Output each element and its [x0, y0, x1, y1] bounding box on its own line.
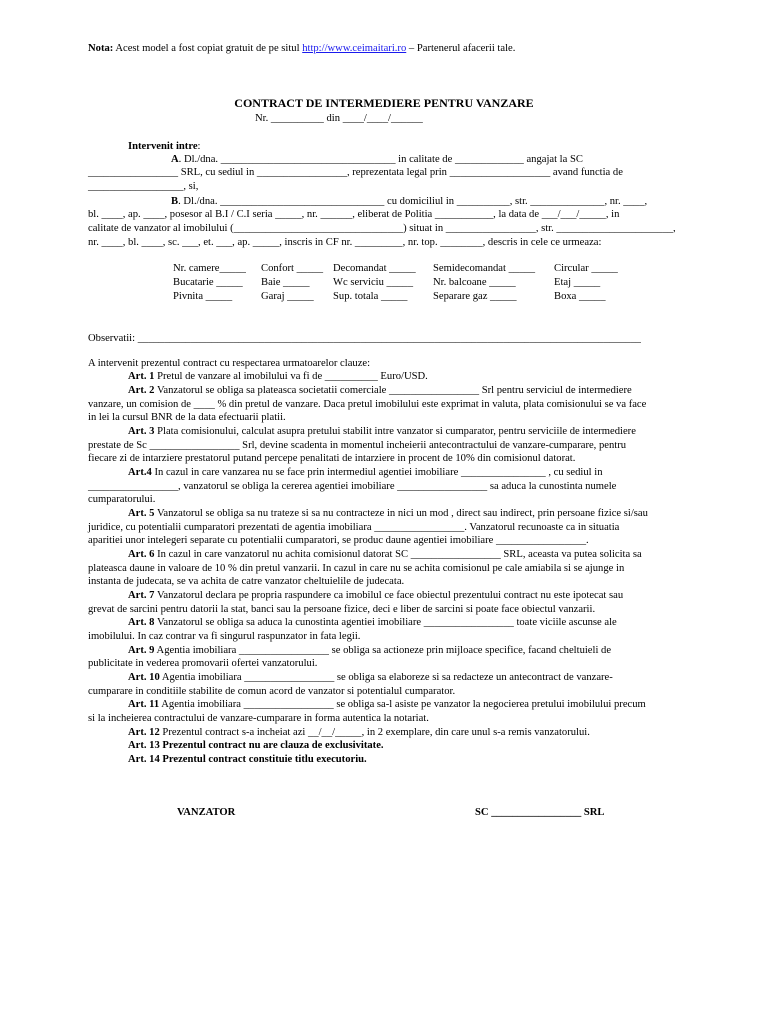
article-11-line-1: Art. 11 Agentia imobiliara _________________ se obliga sa-l asiste pe vanzator la negocierea pretului imobilului precum [128, 699, 646, 710]
parties-intro [128, 140, 201, 153]
article-11-line-2: si la incheierea contractului de vanzare-cumparare in forma autentica la notariat. [88, 713, 429, 724]
site-link[interactable]: http://www.ceimaitari.ro [302, 43, 407, 54]
article-2-line-2: vanzare, un comision de ____ % din pretul de vanzare. Daca pretul imobilului este exprimat in valuta, plata comisionului se va face [88, 399, 647, 410]
party-b-text-1: . Dl./dna. _______________________________ cu domiciliul in __________, str. ______________, nr. ____, [178, 196, 648, 207]
table-cell: Sup. totala _____ [333, 291, 408, 302]
note-line [88, 42, 515, 55]
article-2-line-3: in lei la cursul BNR de la data efectuarii platii. [88, 412, 286, 423]
clauses-intro: A intervenit prezentul contract cu respectarea urmatoarelor clauze: [88, 358, 371, 369]
article-4-line-1: Art.4 In cazul in care vanzarea nu se face prin intermediul agentiei imobiliare ________________ , cu sediul in [128, 467, 603, 478]
party-a-line-1 [171, 153, 583, 166]
article-5-line-1: Art. 5 Vanzatorul se obliga sa nu trateze si sa nu contracteze in nici un mod , direct sau indirect, prin persoane fizice si/sau [128, 508, 648, 519]
note-text-after: – Partenerul afacerii tale. [406, 43, 516, 54]
party-b-label: B [171, 196, 179, 207]
table-cell: Decomandat _____ [333, 263, 416, 274]
table-cell: Confort _____ [261, 263, 324, 274]
signature-seller: VANZATOR [177, 807, 236, 818]
article-5-line-3: aparitiei unor intelegeri separate cu potentialii cumparatori, se produc daune agentiei imobiliare _________________. [88, 535, 589, 546]
party-a-label: A [171, 154, 179, 165]
article-2-line-1: Art. 2 Vanzatorul se obliga sa plateasca societatii comerciale _________________ Srl pentru serviciul de intermediere [128, 385, 632, 396]
article-6-line-2: plateasca daune in valoare de 10 % din pretul vanzarii. In cazul in care nu se achita comisionul pe cale amiabila si se ajunge in [88, 563, 625, 574]
article-6-line-1: Art. 6 In cazul in care vanzatorul nu achita comisionul datorat SC _________________ SRL, aceasta va putea solicita sa [128, 549, 642, 560]
parties-intro-label: Intervenit intre [128, 141, 198, 152]
table-cell: Nr. camere_____ [173, 263, 246, 274]
article-3-line-3: fiecare zi de intarziere prestatorul putand percepe penalitati de intarziere in procent de 10% din comisionul datorat. [88, 453, 576, 464]
article-7-line-1: Art. 7 Vanzatorul declara pe propria raspundere ca imobilul ce face obiectul prezentului contract nu este ipotecat sau [128, 590, 624, 601]
article-7-line-2: grevat de sarcini pentru datorii la stat, banci sau la persoane fizice, deci e liber de sarcini si poate face obiectul vanzarii. [88, 604, 596, 615]
note-label: Nota: [88, 43, 114, 54]
party-a-text-1: . Dl./dna. _________________________________ in calitate de _____________ angajat la SC [178, 154, 583, 165]
party-a-line-3: __________________, si, [88, 181, 199, 192]
article-10-line-1: Art. 10 Agentia imobiliara _________________ se obliga sa elaboreze si sa redacteze un antecontract de vanzare- [128, 672, 613, 683]
article-3-line-2: prestate de Sc _________________ Srl, devine scadenta in momentul incheierii antecontractului de vanzare-cumparare, pentru [88, 440, 627, 451]
table-cell: Pivnita _____ [173, 291, 233, 302]
table-cell: Wc serviciu _____ [333, 277, 414, 288]
party-b-line-3: calitate de vanzator al imobilului (________________________________) situat in _________________, str. ______________________, [88, 223, 676, 234]
article-1-line-1: Art. 1 Pretul de vanzare al imobilului va fi de __________ Euro/USD. [128, 371, 428, 382]
article-13-line-1: Art. 13 Prezentul contract nu are clauza de exclusivitate. [128, 740, 384, 751]
table-cell: Semidecomandat _____ [433, 263, 536, 274]
table-cell: Bucatarie _____ [173, 277, 243, 288]
article-9-line-2: publicitate in vederea promovarii ofertei vanzatorului. [88, 658, 318, 669]
table-cell: Nr. balcoane _____ [433, 277, 516, 288]
table-cell: Baie _____ [261, 277, 310, 288]
observations-line: Observatii: _______________________________________________________________________________________________ [88, 333, 641, 344]
article-6-line-3: instanta de judecata, se va achita de catre vanzator cheltuielile de judecata. [88, 576, 405, 587]
party-b-line-2: bl. ____, ap. ____, posesor al B.I / C.I seria _____, nr. ______, eliberat de Politia ___________, la data de ___/___/_____, in [88, 209, 620, 220]
article-4-line-2: _________________, vanzatorul se obliga la cererea agentiei imobiliare _________________ sa aduca la cunostinta numele [88, 481, 617, 492]
parties-intro-colon: : [197, 141, 201, 152]
party-b-line-4: nr. ____, bl. ____, sc. ___, et. ___, ap. _____, inscris in CF nr. _________, nr. top. ________, descris in cele ce urmeaza: [88, 237, 602, 248]
note-text-before: Acest model a fost copiat gratuit de pe situl [113, 43, 303, 54]
table-cell: Separare gaz _____ [433, 291, 517, 302]
article-14-line-1: Art. 14 Prezentul contract constituie titlu executoriu. [128, 754, 367, 765]
article-12-line-1: Art. 12 Prezentul contract s-a incheiat azi __/__/_____, in 2 exemplare, din care unul s-a remis vanzatorului. [128, 727, 590, 738]
article-8-line-1: Art. 8 Vanzatorul se obliga sa aduca la cunostinta agentiei imobiliare _________________ toate viciile ascunse ale [128, 617, 617, 628]
party-a-line-2: _________________ SRL, cu sediul in _________________, reprezentata legal prin ___________________ avand functia de [88, 167, 623, 178]
article-4-line-3: cumparatorului. [88, 494, 156, 505]
table-cell: Garaj _____ [261, 291, 314, 302]
signature-company: SC _________________ SRL [475, 807, 605, 818]
table-cell: Circular _____ [554, 263, 618, 274]
article-9-line-1: Art. 9 Agentia imobiliara _________________ se obliga sa actioneze prin mijloace specifice, facand cheltuieli de [128, 645, 612, 656]
article-5-line-2: juridice, cu potentialii cumparatori prezentati de agentia imobiliara _________________. Vanzatorul recunoaste ca in situatia [88, 522, 620, 533]
table-cell: Etaj _____ [554, 277, 601, 288]
article-3-line-1: Art. 3 Plata comisionului, calculat asupra pretului stabilit intre vanzator si cumparator, pentru serviciile de intermediere [128, 426, 636, 437]
contract-number-line: Nr. __________ din ____/____/______ [255, 113, 423, 124]
party-b-line-1 [171, 195, 647, 208]
contract-title: CONTRACT DE INTERMEDIERE PENTRU VANZARE [234, 96, 534, 110]
article-8-line-2: imobilului. In caz contrar va fi singurul raspunzator in fata legii. [88, 631, 361, 642]
article-10-line-2: cumparare in conditiile stabilite de comun acord de vanzator si potentialul cumparator. [88, 686, 456, 697]
table-cell: Boxa _____ [554, 291, 606, 302]
